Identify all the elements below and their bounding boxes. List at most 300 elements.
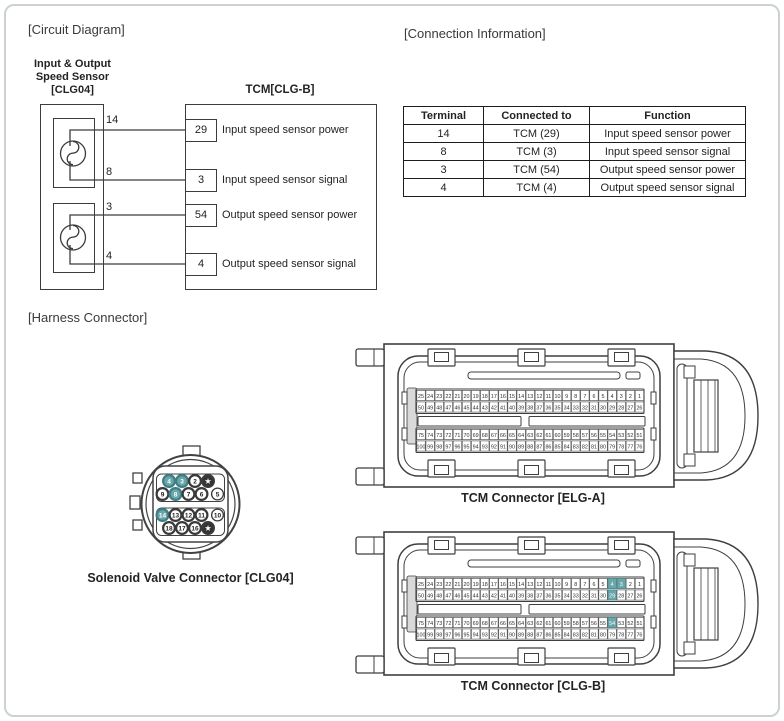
function-label-4: Output speed sensor signal [222, 258, 356, 270]
tcm-pin-label: 20 [463, 582, 470, 588]
tcm-pin-label: 88 [527, 632, 534, 639]
tcm-pin-label: 38 [527, 593, 534, 600]
mount-tab-inner [525, 541, 539, 550]
tcm-pin-label: 73 [436, 621, 443, 627]
mount-tab-inner [615, 541, 629, 550]
solenoid-pin-label: 13 [171, 512, 180, 520]
mount-tab-inner [615, 466, 629, 475]
tcm-pin-label: 21 [454, 394, 461, 400]
tcm-pin-label: 70 [463, 621, 470, 627]
tcm-elga-caption: TCM Connector [ELG-A] [461, 491, 605, 505]
table-row [404, 161, 746, 179]
tcm-pin-label: 6 [592, 394, 596, 400]
tcm-pin-label: 31 [590, 405, 597, 412]
tcm-pin-label: 71 [454, 621, 461, 627]
cover-rib [677, 552, 687, 656]
tcm-pin-label: 75 [418, 621, 425, 627]
cover-clip [684, 642, 695, 654]
separator [529, 605, 645, 615]
top-bumper [468, 372, 620, 379]
table-header-function: Function [590, 107, 746, 125]
tcm-pin-label: 18 [481, 394, 488, 400]
tcm-pin-label: 61 [545, 433, 552, 439]
tcm-pin-label: 15 [509, 394, 516, 400]
tcm-pin-label: 46 [454, 593, 461, 600]
tcm-pin-label: 46 [454, 405, 461, 412]
mount-tab-inner [435, 353, 449, 362]
sensor-pin-4: 4 [106, 250, 113, 262]
tcm-pin-label: 50 [418, 593, 425, 600]
tcm-pin-label: 7 [583, 582, 587, 588]
tcm-pin-label: 66 [499, 433, 506, 439]
tcm-pin-label: 90 [509, 444, 516, 451]
tcm-pin-label: 3 [619, 394, 623, 400]
mount-tab-inner [435, 466, 449, 475]
cover-clip [684, 554, 695, 566]
tcm-pin-label: 72 [445, 433, 452, 439]
function-label-2: Input speed sensor signal [222, 174, 348, 186]
tcm-pin-label: 57 [581, 433, 588, 439]
tcm-pin-label: 2 [628, 394, 632, 400]
tcm-pin-label: 45 [463, 593, 470, 600]
tcm-pin-label: 47 [445, 593, 452, 600]
tcm-pin-label: 27 [627, 593, 634, 600]
sensor-label-line1: Input & Output [34, 58, 111, 70]
tcm-pin-label: 6 [592, 582, 596, 588]
tcm-pin-label: 67 [490, 433, 497, 439]
tcm-pin-label: 40 [509, 405, 516, 412]
mount-tab-inner [525, 353, 539, 362]
top-bumper [626, 372, 640, 379]
solenoid-pin-label: 10 [213, 512, 222, 520]
tcm-pin-label: 80 [600, 632, 607, 639]
table-cell: TCM (3) [484, 143, 590, 161]
tcm-pin-label: 93 [481, 444, 488, 451]
tcm-pin-label: 22 [445, 394, 452, 400]
tcm-pin-label: 47 [445, 405, 452, 412]
tcm-pin-label: 84 [563, 632, 570, 639]
tcm-pin-label: 23 [436, 582, 443, 588]
tcm-pin-label: 60 [554, 621, 561, 627]
tcm-pin-label: 24 [427, 582, 434, 588]
tcm-pin-label: 52 [627, 433, 634, 439]
tcm-pin-label: 53 [618, 621, 625, 627]
tcm-pin-label: 77 [627, 444, 634, 451]
tcm-pin-label: 33 [572, 405, 579, 412]
tcm-pin-label: 89 [518, 632, 525, 639]
connector-tab [133, 473, 142, 483]
tcm-pin-label: 83 [572, 444, 579, 451]
tcm-pin-label: 81 [590, 444, 597, 451]
solenoid-pin-label: 14 [158, 512, 167, 520]
tcm-pin-label: 74 [427, 621, 434, 627]
tcm-pin-3: 3 [185, 169, 217, 192]
connector-tab [130, 496, 140, 509]
tcm-pin-label: 52 [627, 621, 634, 627]
tcm-connector-elga [356, 344, 758, 487]
tcm-pin-label: 16 [499, 582, 506, 588]
connection-table-head [404, 107, 746, 125]
tcm-pin-label: 63 [527, 621, 534, 627]
tcm-pin-label: 30 [600, 593, 607, 600]
tcm-pin-label: 28 [618, 593, 625, 600]
table-cell: 3 [404, 161, 484, 179]
tcm-pin-label: 74 [427, 433, 434, 439]
tcm-pin-label: 17 [490, 582, 497, 588]
tcm-pin-label: 87 [536, 444, 543, 451]
top-bumper [468, 560, 620, 567]
tcm-pin-label: 40 [509, 593, 516, 600]
tcm-pin-label: 76 [636, 632, 643, 639]
nub [651, 580, 656, 592]
tcm-pin-label: 42 [490, 405, 497, 412]
tcm-pin-label: 51 [636, 621, 643, 627]
tcm-pin-label: 95 [463, 632, 470, 639]
tcm-pin-label: 8 [574, 582, 578, 588]
tcm-pin-label: 10 [554, 394, 561, 400]
tcm-pin-label: 27 [627, 405, 634, 412]
tcm-pin-label: 79 [609, 444, 616, 451]
connection-table-body [404, 125, 746, 197]
tcm-pin-label: 92 [490, 444, 497, 451]
mount-tab-inner [525, 466, 539, 475]
tcm-pin-label: 44 [472, 405, 479, 412]
tcm-pin-label: 99 [427, 632, 434, 639]
tcm-pin-label: 14 [518, 394, 525, 400]
tcm-pin-label: 26 [636, 593, 643, 600]
cover-rib [677, 364, 687, 468]
table-header-connected-to: Connected to [484, 107, 590, 125]
table-cell: TCM (4) [484, 179, 590, 197]
tcm-pin-label: 11 [545, 582, 552, 588]
solenoid-pin-label: 16 [191, 525, 199, 533]
tcm-pin-label: 85 [554, 444, 561, 451]
tcm-pin-label: 96 [454, 632, 461, 639]
tcm-pin-label: 32 [581, 405, 588, 412]
tcm-pin-label: 9 [565, 582, 569, 588]
input-speed-sensor-box [53, 118, 95, 188]
tcm-pin-label: 58 [572, 621, 579, 627]
tcm-pin-label: 70 [463, 433, 470, 439]
tcm-connector-clgb [356, 532, 758, 675]
top-bumper [626, 560, 640, 567]
tcm-pin-label: 95 [463, 444, 470, 451]
tcm-pin-label: 58 [572, 433, 579, 439]
tcm-pin-label: 78 [618, 444, 625, 451]
separator [418, 417, 521, 427]
tcm-pin-label: 65 [509, 621, 516, 627]
table-cell: 8 [404, 143, 484, 161]
tcm-pin-label: 94 [472, 632, 479, 639]
tcm-pin-label: 33 [572, 593, 579, 600]
tcm-pin-label: 97 [445, 444, 452, 451]
tcm-pin-label: 67 [490, 621, 497, 627]
tcm-pin-label: 64 [518, 621, 525, 627]
tcm-pin-label: 5 [601, 394, 605, 400]
tcm-pin-label: 15 [509, 582, 516, 588]
tcm-pin-label: 55 [600, 433, 607, 439]
solenoid-pin-label: 8 [173, 491, 178, 499]
tcm-connectors-drawing [340, 336, 784, 680]
tcm-pin-label: 66 [499, 621, 506, 627]
tcm-pin-label: 89 [518, 444, 525, 451]
solenoid-pin-label: 2 [193, 478, 197, 486]
table-cell: Input speed sensor power [590, 125, 746, 143]
tcm-pin-label: 20 [463, 394, 470, 400]
tcm-pin-label: 84 [563, 444, 570, 451]
tcm-pin-label: 59 [563, 621, 570, 627]
mount-tab-inner [615, 353, 629, 362]
solenoid-pin-label: ★ [204, 478, 212, 486]
tcm-pin-label: 51 [636, 433, 643, 439]
table-cell: 14 [404, 125, 484, 143]
tcm-pin-label: 50 [418, 405, 425, 412]
table-cell: Output speed sensor power [590, 161, 746, 179]
solenoid-pin-label: 5 [215, 491, 220, 499]
solenoid-pin-label: 4 [167, 478, 171, 486]
tcm-pin-label: 5 [601, 582, 605, 588]
tcm-pin-label: 57 [581, 621, 588, 627]
cover-clip [684, 454, 695, 466]
separator [418, 605, 521, 615]
tcm-pin-label: 98 [436, 444, 443, 451]
nub [402, 616, 407, 628]
solenoid-pin-label: 17 [178, 525, 186, 533]
tcm-pin-label: 9 [565, 394, 569, 400]
tcm-pin-label: 1 [637, 394, 641, 400]
tcm-pin-label: 82 [581, 632, 588, 639]
tcm-pin-label: 68 [481, 433, 488, 439]
tcm-pin-label: 44 [472, 593, 479, 600]
tcm-pin-label: 32 [581, 593, 588, 600]
output-speed-sensor-box [53, 203, 95, 273]
cover-clip [684, 366, 695, 378]
tcm-pin-label: 61 [545, 621, 552, 627]
tcm-pin-label: 4 [610, 394, 614, 400]
table-cell: TCM (29) [484, 125, 590, 143]
tcm-pin-label: 100 [416, 632, 426, 639]
solenoid-pin-label: ★ [204, 525, 212, 533]
tcm-pin-label: 14 [518, 582, 525, 588]
tcm-pin-label: 79 [609, 632, 616, 639]
tcm-pin-label: 23 [436, 394, 443, 400]
tcm-pin-label: 54 [609, 621, 616, 627]
tcm-pin-label: 98 [436, 632, 443, 639]
table-row [404, 125, 746, 143]
nub [651, 428, 656, 440]
lever-bar [694, 568, 718, 640]
tcm-pin-label: 56 [590, 621, 597, 627]
nub [402, 428, 407, 440]
tcm-pin-label: 85 [554, 632, 561, 639]
tcm-pin-label: 59 [563, 433, 570, 439]
tcm-pin-label: 93 [481, 632, 488, 639]
tcm-pin-label: 76 [636, 444, 643, 451]
tcm-pin-label: 35 [554, 405, 561, 412]
table-cell: Input speed sensor signal [590, 143, 746, 161]
harness-connector-title: [Harness Connector] [28, 310, 148, 325]
tcm-pin-label: 31 [590, 593, 597, 600]
tcm-pin-label: 2 [628, 582, 632, 588]
tcm-pin-label: 19 [472, 582, 479, 588]
tcm-pin-label: 80 [600, 444, 607, 451]
table-row [404, 179, 746, 197]
table-cell: TCM (54) [484, 161, 590, 179]
tcm-pin-label: 82 [581, 444, 588, 451]
tcm-pin-label: 26 [636, 405, 643, 412]
tcm-pin-label: 48 [436, 405, 443, 412]
mount-peg [356, 349, 384, 366]
table-row [404, 143, 746, 161]
lever-bar [694, 380, 718, 452]
function-label-3: Output speed sensor power [222, 209, 358, 221]
solenoid-connector-caption: Solenoid Valve Connector [CLG04] [87, 571, 294, 585]
tcm-pin-label: 73 [436, 433, 443, 439]
tcm-pin-label: 39 [518, 405, 525, 412]
connection-table [403, 106, 746, 197]
tcm-pin-label: 30 [600, 405, 607, 412]
solenoid-pin-label: 12 [184, 512, 193, 520]
tcm-pin-label: 7 [583, 394, 587, 400]
tcm-pin-label: 10 [554, 582, 561, 588]
table-cell: 4 [404, 179, 484, 197]
sensor-connector-label [10, 58, 135, 97]
tcm-pin-label: 38 [527, 405, 534, 412]
connector-tab [133, 520, 142, 530]
tcm-pin-29: 29 [185, 119, 217, 142]
tcm-pin-label: 4 [610, 582, 614, 588]
tcm-pin-label: 36 [545, 593, 552, 600]
tcm-pin-label: 94 [472, 444, 479, 451]
tcm-pin-label: 42 [490, 593, 497, 600]
tcm-pin-label: 56 [590, 433, 597, 439]
nub [651, 392, 656, 404]
mount-tab-inner [525, 654, 539, 663]
tcm-pin-label: 49 [427, 405, 434, 412]
tcm-pin-label: 68 [481, 621, 488, 627]
tcm-pin-label: 35 [554, 593, 561, 600]
mount-peg [356, 537, 384, 554]
tcm-pin-label: 71 [454, 433, 461, 439]
tcm-connector-label: TCM[CLG-B] [245, 84, 315, 96]
solenoid-pin-label: 11 [198, 512, 205, 520]
tcm-pin-label: 90 [509, 632, 516, 639]
tcm-pin-label: 72 [445, 621, 452, 627]
tcm-pin-label: 34 [563, 405, 570, 412]
tcm-pin-label: 64 [518, 433, 525, 439]
nub [402, 580, 407, 592]
tcm-pin-label: 17 [490, 394, 497, 400]
separator [529, 417, 645, 427]
function-label-1: Input speed sensor power [222, 124, 349, 136]
tcm-pin-label: 78 [618, 632, 625, 639]
nub [402, 392, 407, 404]
tcm-pin-label: 83 [572, 632, 579, 639]
solenoid-connector-drawing [125, 440, 265, 570]
tcm-pin-label: 36 [545, 405, 552, 412]
tcm-pin-label: 99 [427, 444, 434, 451]
solenoid-pin-label: 3 [180, 478, 184, 486]
tcm-pin-label: 54 [609, 433, 616, 439]
tcm-pin-label: 37 [536, 405, 543, 412]
tcm-pin-label: 65 [509, 433, 516, 439]
table-cell: Output speed sensor signal [590, 179, 746, 197]
tcm-pin-label: 29 [609, 593, 616, 600]
mount-peg [356, 468, 384, 485]
tcm-pin-label: 43 [481, 405, 488, 412]
tcm-pin-label: 12 [536, 394, 543, 400]
mount-peg [356, 656, 384, 673]
tcm-pin-label: 13 [527, 582, 534, 588]
solenoid-pin-label: 6 [199, 491, 204, 499]
tcm-pin-label: 3 [619, 582, 623, 588]
tcm-pin-label: 8 [574, 394, 578, 400]
tcm-pin-label: 29 [609, 405, 616, 412]
sensor-pin-14: 14 [106, 114, 119, 126]
tcm-pin-label: 16 [499, 394, 506, 400]
tcm-pin-label: 62 [536, 433, 543, 439]
tcm-pin-label: 45 [463, 405, 470, 412]
tcm-pin-label: 13 [527, 394, 534, 400]
solenoid-pin-label: 9 [160, 491, 165, 499]
tcm-clgb-caption: TCM Connector [CLG-B] [460, 679, 606, 693]
tcm-pin-label: 62 [536, 621, 543, 627]
tcm-pin-label: 69 [472, 433, 479, 439]
mount-tab-inner [615, 654, 629, 663]
tcm-pin-label: 81 [590, 632, 597, 639]
nub [651, 616, 656, 628]
tcm-pin-label: 25 [418, 582, 425, 588]
tcm-pin-label: 24 [427, 394, 434, 400]
sensor-label-line3: [CLG04] [51, 84, 94, 96]
tcm-pin-label: 19 [472, 394, 479, 400]
tcm-pin-label: 11 [545, 394, 552, 400]
table-header-terminal: Terminal [404, 107, 484, 125]
sensor-pin-3: 3 [106, 201, 113, 213]
tcm-pin-label: 22 [445, 582, 452, 588]
sensor-label-line2: Speed Sensor [35, 71, 110, 83]
tcm-pin-label: 91 [499, 632, 506, 639]
tcm-pin-label: 37 [536, 593, 543, 600]
tcm-pin-label: 97 [445, 632, 452, 639]
mount-tab-inner [435, 541, 449, 550]
tcm-pin-label: 34 [563, 593, 570, 600]
tcm-pin-label: 41 [499, 593, 506, 600]
tcm-pin-label: 91 [499, 444, 506, 451]
tcm-pin-label: 63 [527, 433, 534, 439]
tcm-pin-label: 86 [545, 444, 552, 451]
tcm-pin-label: 53 [618, 433, 625, 439]
tcm-pin-label: 88 [527, 444, 534, 451]
tcm-pin-label: 77 [627, 632, 634, 639]
tcm-pin-label: 21 [454, 582, 461, 588]
tcm-pin-label: 1 [637, 582, 641, 588]
mount-tab-inner [435, 654, 449, 663]
tcm-pin-label: 92 [490, 632, 497, 639]
tcm-pin-label: 48 [436, 593, 443, 600]
tcm-pin-label: 43 [481, 593, 488, 600]
tcm-pin-label: 96 [454, 444, 461, 451]
tcm-pin-label: 87 [536, 632, 543, 639]
tcm-pin-label: 60 [554, 433, 561, 439]
tcm-pin-label: 49 [427, 593, 434, 600]
tcm-pin-label: 69 [472, 621, 479, 627]
tcm-pin-label: 25 [418, 394, 425, 400]
tcm-pin-54: 54 [185, 204, 217, 227]
tcm-pin-label: 86 [545, 632, 552, 639]
tcm-pin-label: 12 [536, 582, 543, 588]
solenoid-pin-label: 18 [165, 525, 173, 533]
